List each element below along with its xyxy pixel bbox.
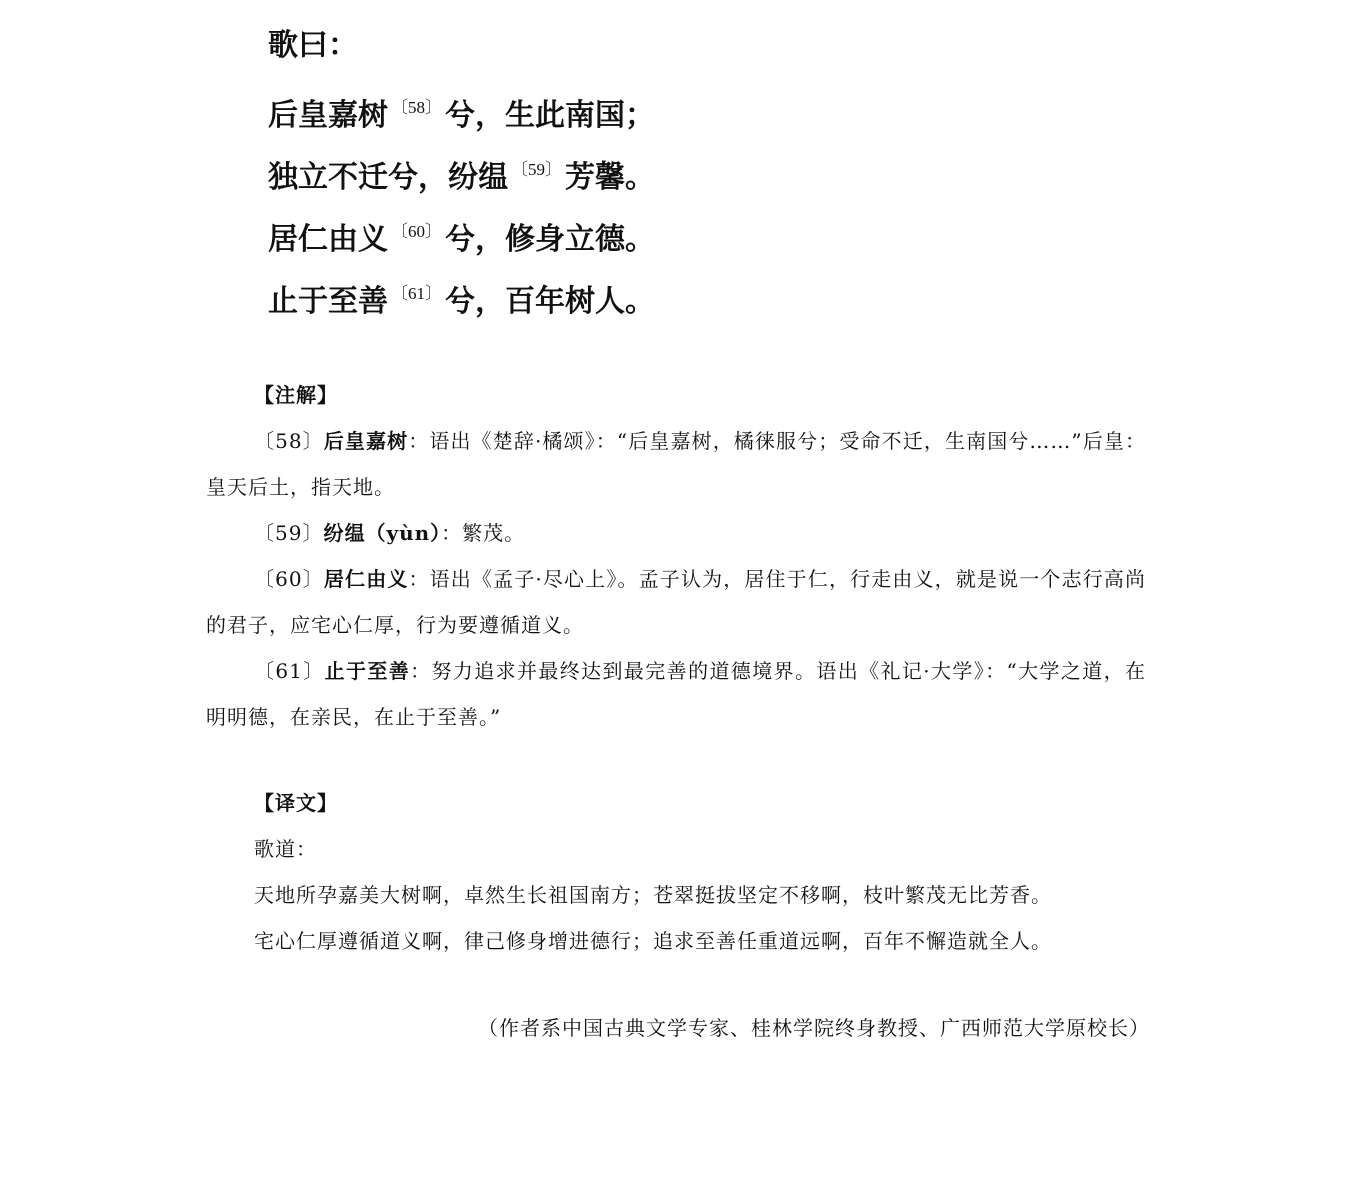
song-line-text: 居仁由义 — [268, 222, 388, 257]
song-line-3 — [268, 206, 1168, 268]
song-intro: 歌曰： — [268, 28, 358, 63]
song-section — [268, 20, 1168, 330]
song-line-text: 芳馨。 — [565, 160, 655, 195]
song-line-text: 兮，修身立德。 — [445, 222, 655, 257]
note-number: 〔58〕 — [254, 429, 324, 453]
song-line-text: 后皇嘉树 — [268, 98, 388, 133]
song-line-4 — [268, 268, 1168, 330]
translation-line-1: 歌道： — [254, 837, 317, 861]
note-number: 〔60〕 — [254, 567, 324, 591]
translation-line-3: 宅心仁厚遵循道义啊，律己修身增进德行；追求至善任重道远啊，百年不懈造就全人。 — [254, 929, 1052, 953]
song-line-2 — [268, 144, 1168, 206]
note-number: 〔59〕 — [254, 521, 324, 545]
note-text: ：语出《孟子·尽心上》。孟子认为，居住于仁，行走由义，就是说一个志行高尚的君子，应宅心仁厚，行为要遵循道义。 — [206, 567, 1147, 637]
note-60 — [206, 556, 1146, 648]
footnote-ref-61[interactable]: 〔61〕 — [391, 284, 442, 303]
song-line-text: 兮，生此南国； — [445, 98, 655, 133]
note-term: 纷缊（yùn） — [323, 521, 442, 545]
notes-heading: 【注解】 — [254, 383, 338, 407]
song-line-text: 止于至善 — [268, 284, 388, 319]
note-text: ：努力追求并最终达到最完善的道德境界。语出《礼记·大学》：“大学之道，在明明德，在亲民，在止于至善。” — [206, 659, 1147, 729]
note-number: 〔61〕 — [254, 659, 325, 683]
note-text: ：语出《楚辞·橘颂》：“后皇嘉树，橘徕服兮；受命不迁，生南国兮……”后皇：皇天后土，指天地。 — [206, 429, 1146, 499]
song-line-text: 兮，百年树人。 — [445, 284, 655, 319]
note-58 — [206, 418, 1146, 510]
note-term: 止于至善 — [324, 659, 411, 683]
translation-heading: 【译文】 — [254, 791, 338, 815]
song-line-1 — [268, 82, 1168, 144]
note-text: ：繁茂。 — [441, 521, 526, 545]
note-term: 居仁由义 — [323, 567, 409, 591]
note-61 — [206, 648, 1146, 740]
translation-line-2: 天地所孕嘉美大树啊，卓然生长祖国南方；苍翠挺拔坚定不移啊，枝叶繁茂无比芳香。 — [254, 883, 1052, 907]
footnote-ref-59[interactable]: 〔59〕 — [511, 160, 562, 179]
translation-section — [206, 780, 1166, 964]
footnote-ref-58[interactable]: 〔58〕 — [391, 98, 442, 117]
song-line-text: 独立不迁兮，纷缊 — [268, 160, 508, 195]
note-59 — [206, 510, 1146, 556]
note-term: 后皇嘉树 — [323, 429, 409, 453]
author-byline: （作者系中国古典文学专家、桂林学院终身教授、广西师范大学原校长） — [478, 1016, 1150, 1040]
footnote-ref-60[interactable]: 〔60〕 — [391, 222, 442, 241]
notes-section — [206, 372, 1146, 740]
